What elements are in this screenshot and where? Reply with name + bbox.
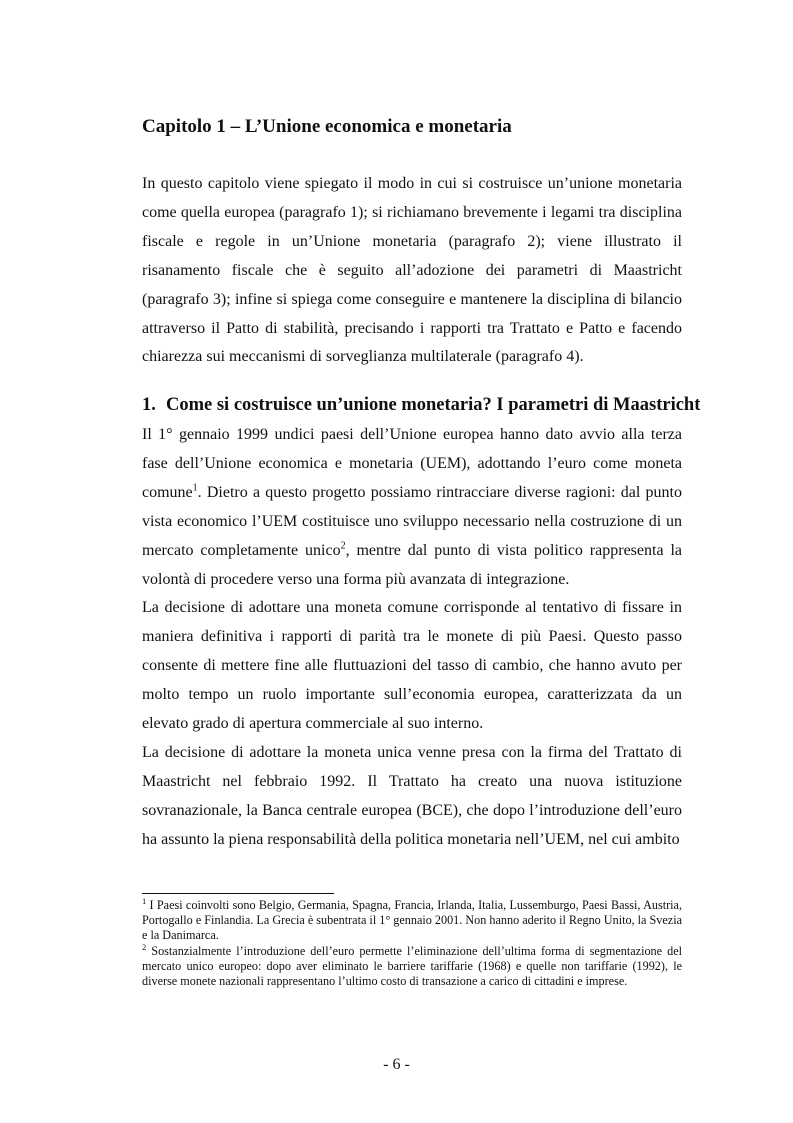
section-1-number: 1. [142, 395, 156, 415]
footnote-ref-2: 2 [340, 540, 346, 552]
section-1-body [142, 421, 682, 855]
chapter-title: Capitolo 1 – L’Unione economica e monetaria [142, 116, 512, 137]
section-1-heading [142, 392, 702, 418]
section-1-paragraph-1 [142, 421, 682, 594]
page-number: - 6 - [383, 1056, 410, 1073]
section-1-paragraph-3: La decisione di adottare la moneta unica venne presa con la firma del Trattato di Maastricht nel febbraio 1992. Il Trattato ha creato una nuova istituzione sovranazionale, la Banca centrale europea (BCE), che dopo l’introduzione dell’euro ha assunto la piena responsabilità della politica monetaria nell’UEM, nel cui ambito [142, 743, 682, 848]
footnote-2 [142, 941, 682, 990]
footnote-text: I Paesi coinvolti sono Belgio, Germania, Spagna, Francia, Irlanda, Italia, Lussemburgo, Paesi Bassi, Austria, Portogallo e Finlandia. La Grecia è subentrata il 1° gennaio 2001. Non hanno aderito il Regno Unito, la Svezia e la Danimarca. [142, 898, 682, 943]
footnote-separator [142, 893, 334, 894]
footnotes [142, 895, 682, 989]
footnote-ref-1: 1 [192, 482, 198, 494]
section-1-paragraph-2: La decisione di adottare una moneta comune corrisponde al tentativo di fissare in maniera definitiva i rapporti di parità tra le monete di più Paesi. Questo passo consente di mettere fine alle fluttuazioni del tasso di cambio, che hanno avuto per molto tempo un ruolo importante sull’economia europea, caratterizzata da un elevato grado di apertura commerciale al suo interno. [142, 599, 682, 733]
intro-paragraph: In questo capitolo viene spiegato il modo in cui si costruisce un’unione monetaria come quella europea (paragrafo 1); si richiamano brevemente i legami tra disciplina fiscale e regole in un’Unione monetaria (paragrafo 2); viene illustrato il risanamento fiscale che è seguito all’adozione dei parametri di Maastricht (paragrafo 3); infine si spiega come conseguire e mantenere la disciplina di bilancio attraverso il Patto di stabilità, precisando i rapporti tra Trattato e Patto e facendo chiarezza sui meccanismi di sorveglianza multilaterale (paragrafo 4). [142, 175, 682, 366]
paragraph-text: . Dietro a questo progetto possiamo rintracciare diverse ragioni: dal punto vista economico l’UEM costituisce uno sviluppo necessario nella costruzione di un mercato completamente unico [142, 483, 682, 559]
footnote-1 [142, 895, 682, 944]
footnote-text: Sostanzialmente l’introduzione dell’euro permette l’eliminazione dell’ultima forma di segmentazione del mercato unico europeo: dopo aver eliminato le barriere tariffarie (1968) e quelle non tariffarie (1992), le diverse monete nazionali rappresentano l’ultimo costo di transazione a carico di cittadini e imprese. [142, 943, 682, 989]
section-1-title: Come si costruisce un’unione monetaria? I parametri di Maastricht [166, 395, 701, 415]
paragraph-text: , mentre dal punto di vista politico rappresenta la volontà di procedere verso una forma più avanzata di integrazione. [142, 541, 682, 588]
footnote-marker: 2 [142, 941, 147, 952]
paragraph-text: Il 1° gennaio 1999 undici paesi dell’Unione europea hanno dato avvio alla terza fase dell’Unione economica e monetaria (UEM), adottando l’euro come moneta comune [142, 426, 682, 501]
footnote-marker: 1 [142, 895, 147, 906]
